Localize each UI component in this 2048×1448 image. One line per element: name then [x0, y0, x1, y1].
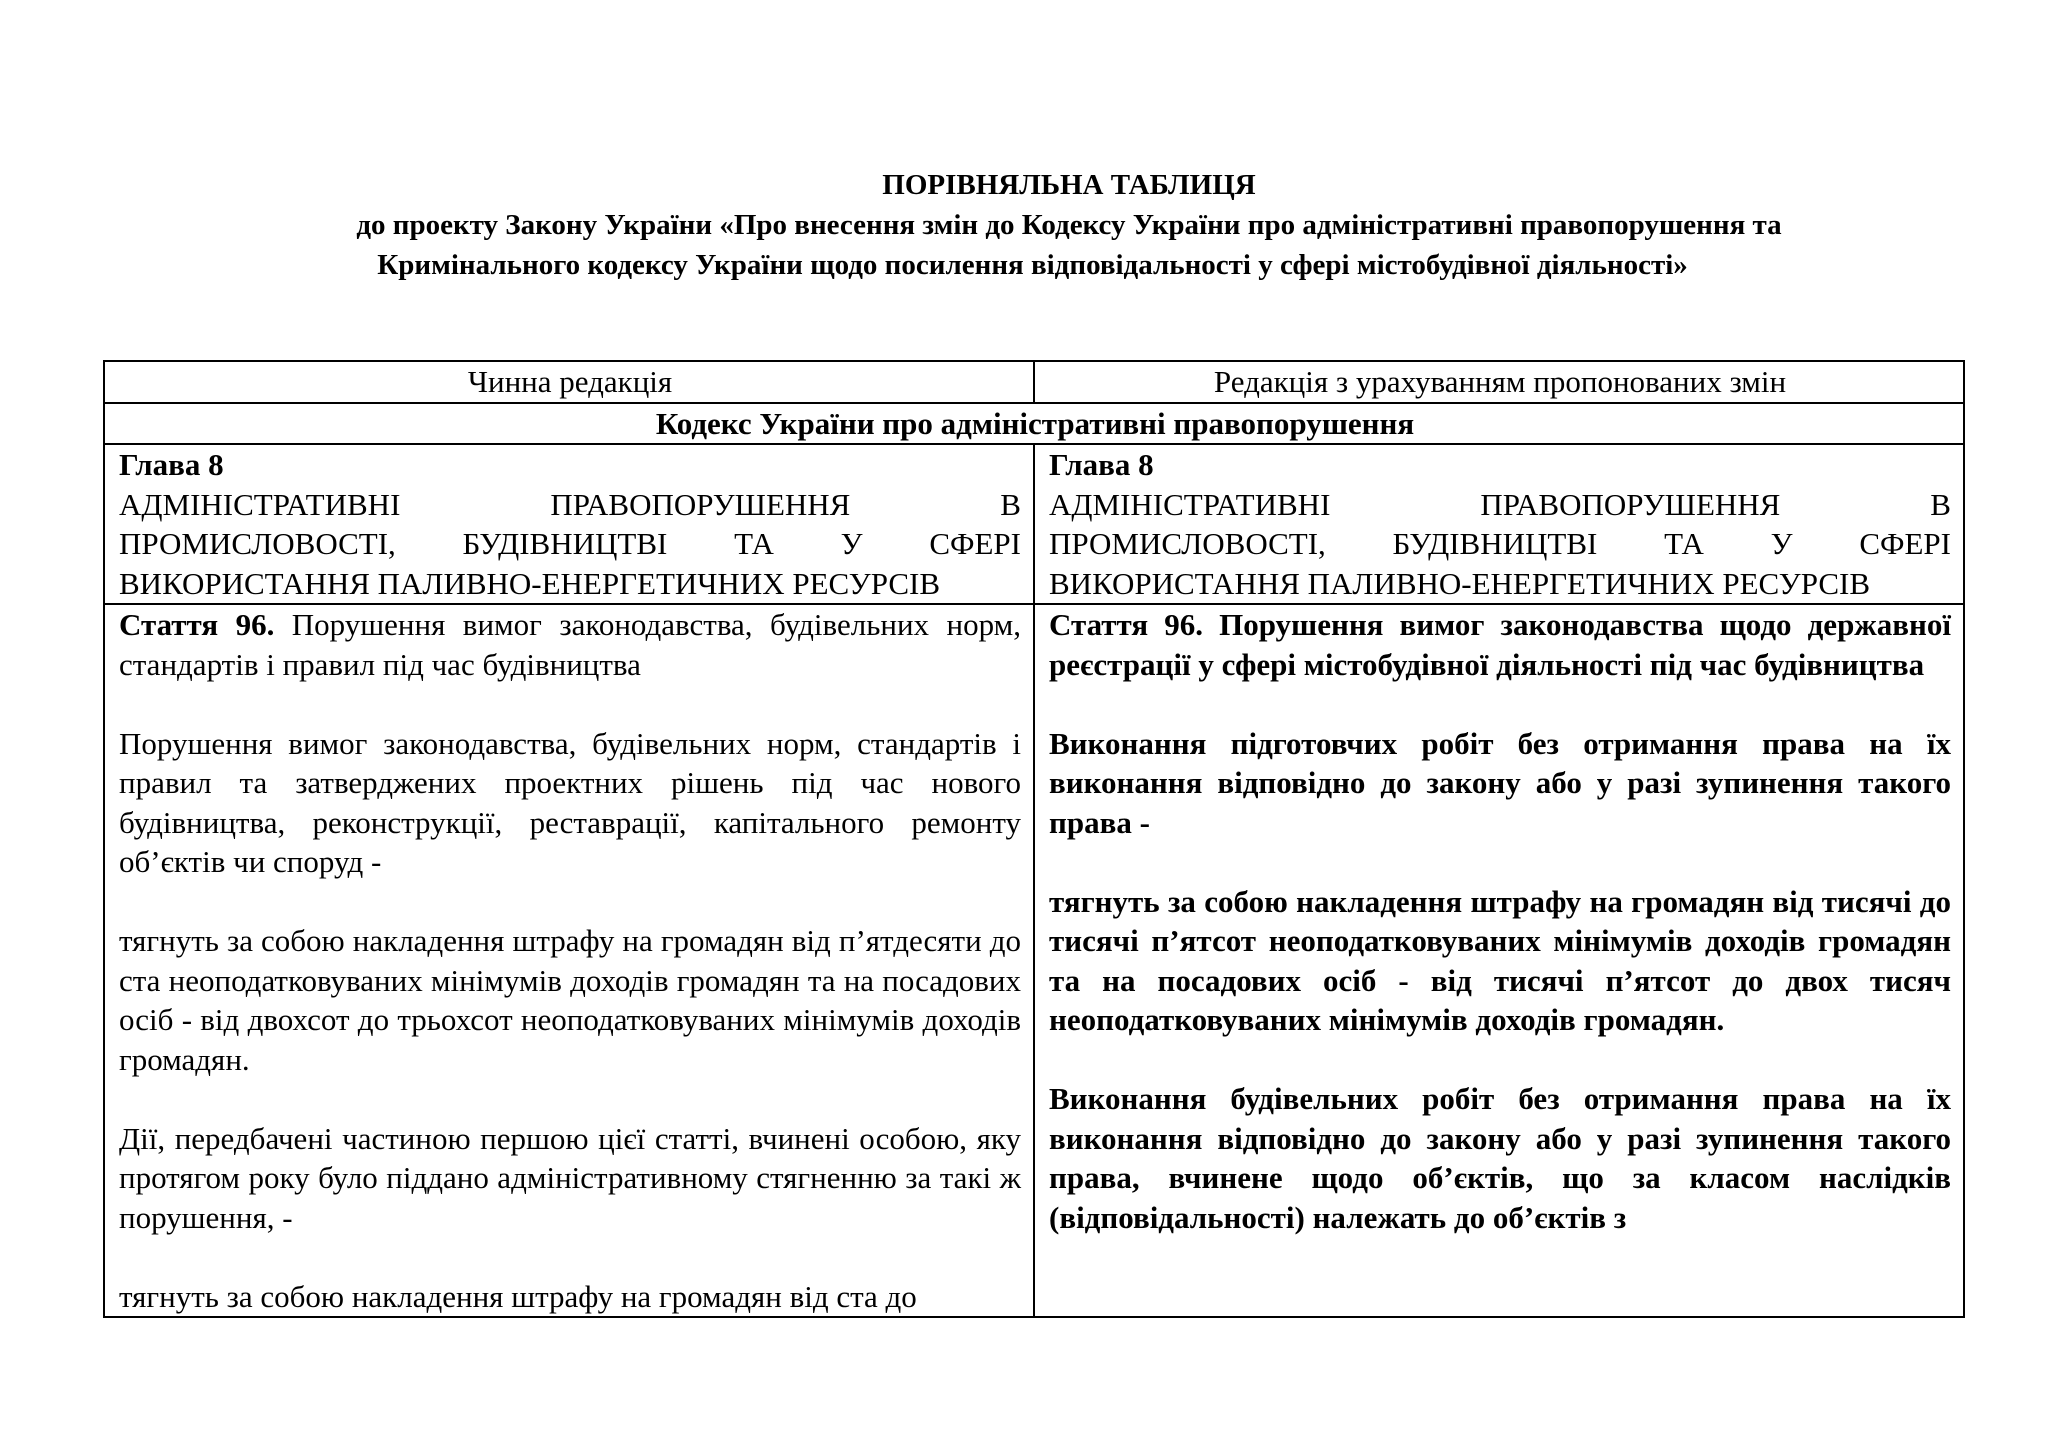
article-current-label: Стаття 96.	[119, 607, 275, 642]
article-proposed-p2: тягнуть за собою накладення штрафу на громадян від тисячі до тисячі п’ятсот неоподатковуваних мінімумів доходів громадян та на посадових осіб - від тисячі п’ятсот до двох тисяч неоподатковуваних мінімумів доходів громадян.	[1049, 883, 1951, 1037]
table-header-row	[104, 361, 1964, 403]
article-proposed-p1: Виконання підготовчих робіт без отримання права на їх виконання відповідно до закону або у разі зупинення такого права -	[1049, 725, 1951, 840]
code-title-row	[104, 403, 1964, 445]
article-current-p4: тягнуть за собою накладення штрафу на громадян від ста до	[119, 1278, 917, 1314]
document-subtitle-line1: до проекту Закону України «Про внесення змін до Кодексу України про адміністративні правопорушення та	[356, 209, 1782, 241]
chapter-proposed-label: Глава 8	[1049, 447, 1154, 482]
header-proposed: Редакція з урахуванням пропонованих змін	[1034, 361, 1964, 403]
article-row	[104, 604, 1964, 1317]
document-subtitle-line2: Кримінального кодексу України щодо посилення відповідальності у сфері містобудівної діяльності»	[377, 249, 1688, 281]
article-current-p2: тягнуть за собою накладення штрафу на громадян від п’ятдесяти до ста неоподатковуваних мінімумів доходів громадян та на посадових осіб - від двохсот до трьохсот неоподатковуваних мінімумів доходів громадян.	[119, 923, 1021, 1077]
article-proposed-heading-block	[1049, 605, 1951, 684]
code-title: Кодекс України про адміністративні правопорушення	[104, 403, 1964, 445]
document-title-block	[150, 165, 1950, 285]
chapter-row	[104, 444, 1964, 604]
document-title: ПОРІВНЯЛЬНА ТАБЛИЦЯ	[882, 169, 1256, 201]
comparison-table	[103, 360, 1965, 1318]
article-current-p1: Порушення вимог законодавства, будівельних норм, стандартів і правил та затверджених проектних рішень під час нового будівництва, реконструкції, реставрації, капітального ремонту об’єктів чи споруд -	[119, 725, 1021, 879]
chapter-proposed-text: АДМІНІСТРАТИВНІ ПРАВОПОРУШЕННЯ В ПРОМИСЛОВОСТІ, БУДІВНИЦТВІ ТА У СФЕРІ ВИКОРИСТАННЯ ПАЛИВНО-ЕНЕРГЕТИЧНИХ РЕСУРСІВ	[1049, 486, 1951, 601]
chapter-proposed	[1034, 444, 1964, 604]
article-proposed	[1034, 604, 1964, 1317]
article-current	[104, 604, 1034, 1317]
article-proposed-heading: Порушення вимог законодавства щодо державної реєстрації у сфері містобудівної діяльності під час будівництва	[1049, 607, 1952, 682]
article-current-heading: Порушення вимог законодавства, будівельних норм, стандартів і правил під час будівництва	[119, 607, 1022, 682]
chapter-current-text: АДМІНІСТРАТИВНІ ПРАВОПОРУШЕННЯ В ПРОМИСЛОВОСТІ, БУДІВНИЦТВІ ТА У СФЕРІ ВИКОРИСТАННЯ ПАЛИВНО-ЕНЕРГЕТИЧНИХ РЕСУРСІВ	[119, 486, 1021, 601]
article-proposed-p3: Виконання будівельних робіт без отримання права на їх виконання відповідно до закону або у разі зупинення такого права, вчинене щодо об’єктів, що за класом наслідків (відповідальності) належать до об’єктів з	[1049, 1081, 1951, 1235]
article-current-heading-block	[119, 605, 1021, 684]
chapter-current-label: Глава 8	[119, 447, 224, 482]
chapter-current	[104, 444, 1034, 604]
article-current-p3: Дії, передбачені частиною першою цієї статті, вчинені особою, яку протягом року було піддано адміністративному стягненню за такі ж порушення, -	[119, 1120, 1021, 1235]
header-current: Чинна редакція	[104, 361, 1034, 403]
article-proposed-label: Стаття 96.	[1049, 607, 1203, 642]
